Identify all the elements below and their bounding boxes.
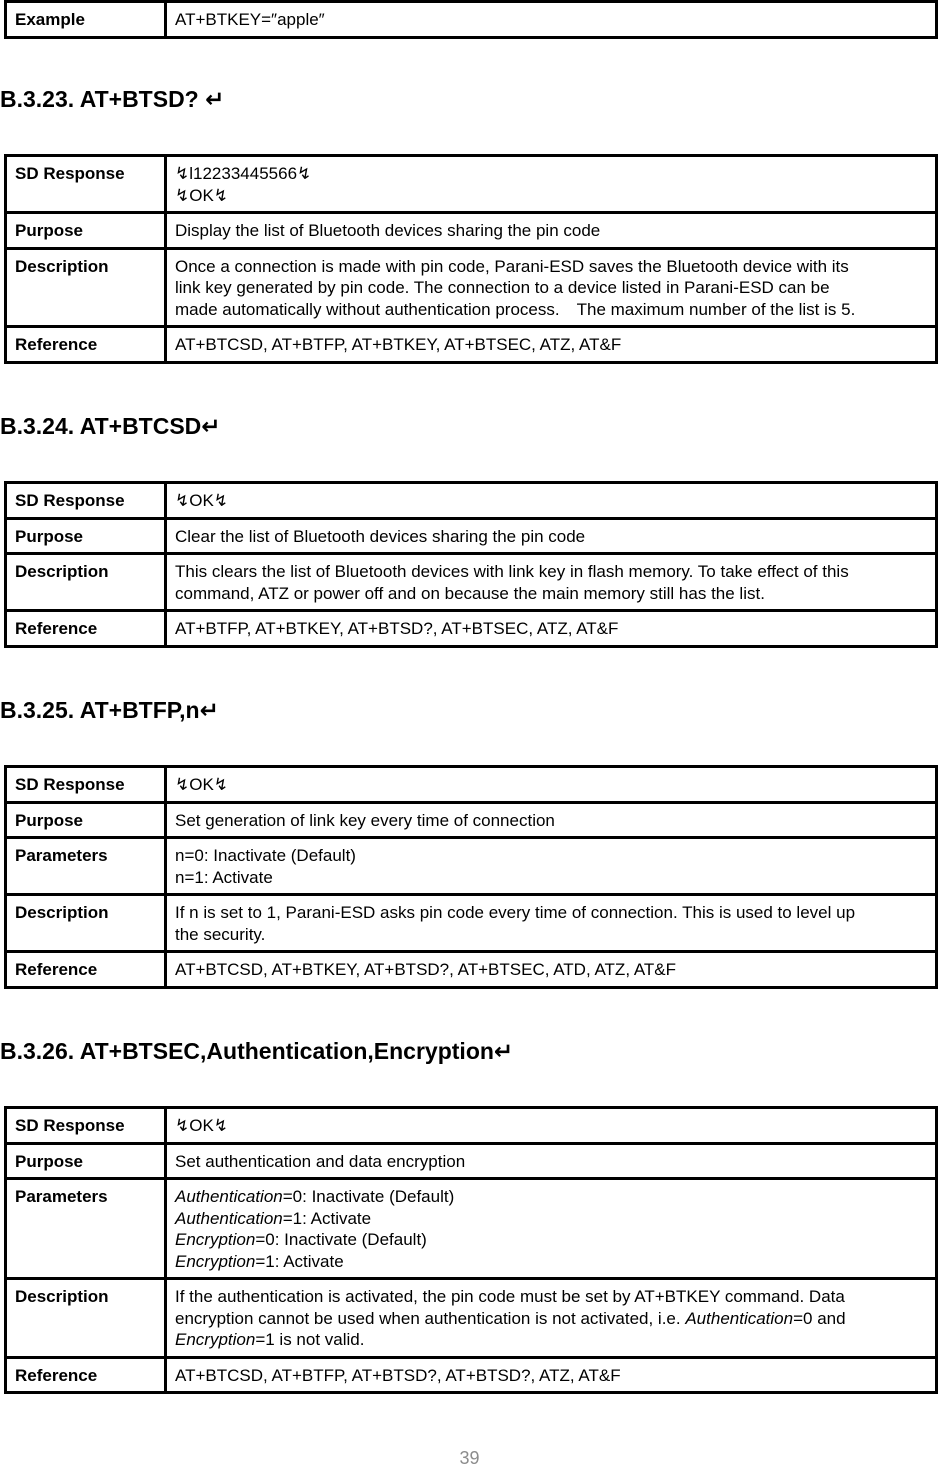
row-value <box>166 1279 937 1358</box>
row-label: Description <box>6 1279 166 1358</box>
row-value <box>166 838 937 895</box>
param-text: =1: Activate <box>255 1251 344 1271</box>
param-line <box>175 1229 928 1251</box>
value-line: Set authentication and data encryption <box>175 1151 466 1171</box>
row-value: AT+BTKEY=″apple″ <box>166 2 937 38</box>
param-name: Encryption <box>175 1330 256 1349</box>
row-value <box>166 1108 937 1144</box>
table-row <box>6 767 937 803</box>
value-line: n=0: Inactivate (Default) <box>175 846 356 865</box>
row-label: Reference <box>6 952 166 988</box>
table-row <box>6 1179 937 1279</box>
table-row <box>6 483 937 519</box>
row-label: SD Response <box>6 483 166 519</box>
row-value <box>166 213 937 249</box>
row-label: Example <box>6 2 166 38</box>
value-line: ↯OK↯ <box>175 1116 229 1135</box>
row-label: Description <box>6 554 166 611</box>
row-value <box>166 767 937 803</box>
value-line: ↯OK↯ <box>175 185 229 205</box>
table-row <box>6 213 937 249</box>
value-line: ↯l12233445566↯ <box>175 164 312 183</box>
row-label: SD Response <box>6 1108 166 1144</box>
section-heading-btfp: B.3.25. AT+BTFP,n↵ <box>0 697 219 723</box>
row-value <box>166 483 937 519</box>
table-row <box>6 554 937 611</box>
value-line: made automatically without authentication process. The maximum number of the list is 5. <box>175 299 856 319</box>
row-value <box>166 802 937 838</box>
row-value <box>166 611 937 647</box>
value-line: the security. <box>175 924 266 944</box>
row-value <box>166 327 937 363</box>
value-line: AT+BTFP, AT+BTKEY, AT+BTSD?, AT+BTSEC, ATZ, AT&F <box>175 619 619 638</box>
table-row <box>6 802 937 838</box>
value-line: This clears the list of Bluetooth devices with link key in flash memory. To take effect of this <box>175 562 849 581</box>
value-line: AT+BTCSD, AT+BTKEY, AT+BTSD?, AT+BTSEC, ATD, ATZ, AT&F <box>175 960 677 979</box>
table-row <box>6 2 937 38</box>
table-row <box>6 611 937 647</box>
value-line: link key generated by pin code. The connection to a device listed in Parani-ESD can be <box>175 278 830 297</box>
row-label: Purpose <box>6 213 166 249</box>
btsec-table <box>4 1106 938 1394</box>
row-value <box>166 248 937 327</box>
table-row <box>6 156 937 213</box>
value-line <box>175 1329 928 1351</box>
desc-text: encryption cannot be used when authentication is not activated, i.e. <box>175 1308 686 1328</box>
desc-text: =1 is not valid. <box>255 1330 365 1349</box>
example-table <box>4 0 938 39</box>
table-row <box>6 1279 937 1358</box>
param-line <box>175 1186 928 1208</box>
row-label: Reference <box>6 327 166 363</box>
section-heading-btsd: B.3.23. AT+BTSD? ↵ <box>0 86 225 112</box>
row-label: Description <box>6 895 166 952</box>
param-text: =1: Activate <box>282 1208 372 1228</box>
row-label: SD Response <box>6 156 166 213</box>
value-line: Clear the list of Bluetooth devices sharing the pin code <box>175 526 586 546</box>
table-row <box>6 1357 937 1393</box>
value-line: AT+BTCSD, AT+BTFP, AT+BTKEY, AT+BTSEC, ATZ, AT&F <box>175 335 622 354</box>
row-value <box>166 895 937 952</box>
param-line <box>175 1208 928 1230</box>
table-row <box>6 952 937 988</box>
section-heading-btcsd: B.3.24. AT+BTCSD↵ <box>0 413 221 439</box>
param-text: =0: Inactivate (Default) <box>255 1230 427 1249</box>
param-name: Authentication <box>685 1308 794 1328</box>
btcsd-table <box>4 481 938 648</box>
param-text: =0: Inactivate (Default) <box>282 1187 455 1206</box>
row-value <box>166 952 937 988</box>
table-row <box>6 838 937 895</box>
value-line <box>175 1308 928 1330</box>
param-name: Encryption <box>175 1230 256 1249</box>
btsd-table <box>4 154 938 364</box>
value-line: command, ATZ or power off and on because the main memory still has the list. <box>175 583 765 603</box>
row-value <box>166 1357 937 1393</box>
desc-text: =0 and <box>793 1308 846 1328</box>
row-label: Parameters <box>6 838 166 895</box>
row-value <box>166 156 937 213</box>
row-label: Description <box>6 248 166 327</box>
param-line <box>175 1251 928 1273</box>
table-row <box>6 1108 937 1144</box>
page-number: 39 <box>459 1448 480 1468</box>
value-line: If the authentication is activated, the pin code must be set by AT+BTKEY command. Data <box>175 1287 845 1306</box>
value-line: If n is set to 1, Parani-ESD asks pin code every time of connection. This is used to level up <box>175 903 856 922</box>
row-label: Purpose <box>6 1143 166 1179</box>
table-row <box>6 327 937 363</box>
table-row <box>6 1143 937 1179</box>
row-value <box>166 1179 937 1279</box>
table-row <box>6 895 937 952</box>
row-value <box>166 518 937 554</box>
row-label: Reference <box>6 611 166 647</box>
value-line: Once a connection is made with pin code, Parani-ESD saves the Bluetooth device with its <box>175 256 849 276</box>
row-label: Parameters <box>6 1179 166 1279</box>
param-name: Authentication <box>175 1208 283 1228</box>
param-name: Encryption <box>175 1251 256 1271</box>
value-line: Set generation of link key every time of connection <box>175 810 555 830</box>
table-row <box>6 248 937 327</box>
row-value <box>166 1143 937 1179</box>
value-line: Display the list of Bluetooth devices sharing the pin code <box>175 221 601 240</box>
value-line: ↯OK↯ <box>175 491 229 510</box>
row-label: Reference <box>6 1357 166 1393</box>
table-row <box>6 518 937 554</box>
btfp-table <box>4 765 938 989</box>
value-line: ↯OK↯ <box>175 775 229 794</box>
value-line: n=1: Activate <box>175 867 273 887</box>
row-label: Purpose <box>6 518 166 554</box>
value-line: AT+BTCSD, AT+BTFP, AT+BTSD?, AT+BTSD?, ATZ, AT&F <box>175 1365 621 1385</box>
row-label: Purpose <box>6 802 166 838</box>
row-label: SD Response <box>6 767 166 803</box>
param-name: Authentication <box>175 1187 283 1206</box>
section-heading-btsec: B.3.26. AT+BTSEC,Authentication,Encryption↵ <box>0 1038 514 1064</box>
row-value <box>166 554 937 611</box>
